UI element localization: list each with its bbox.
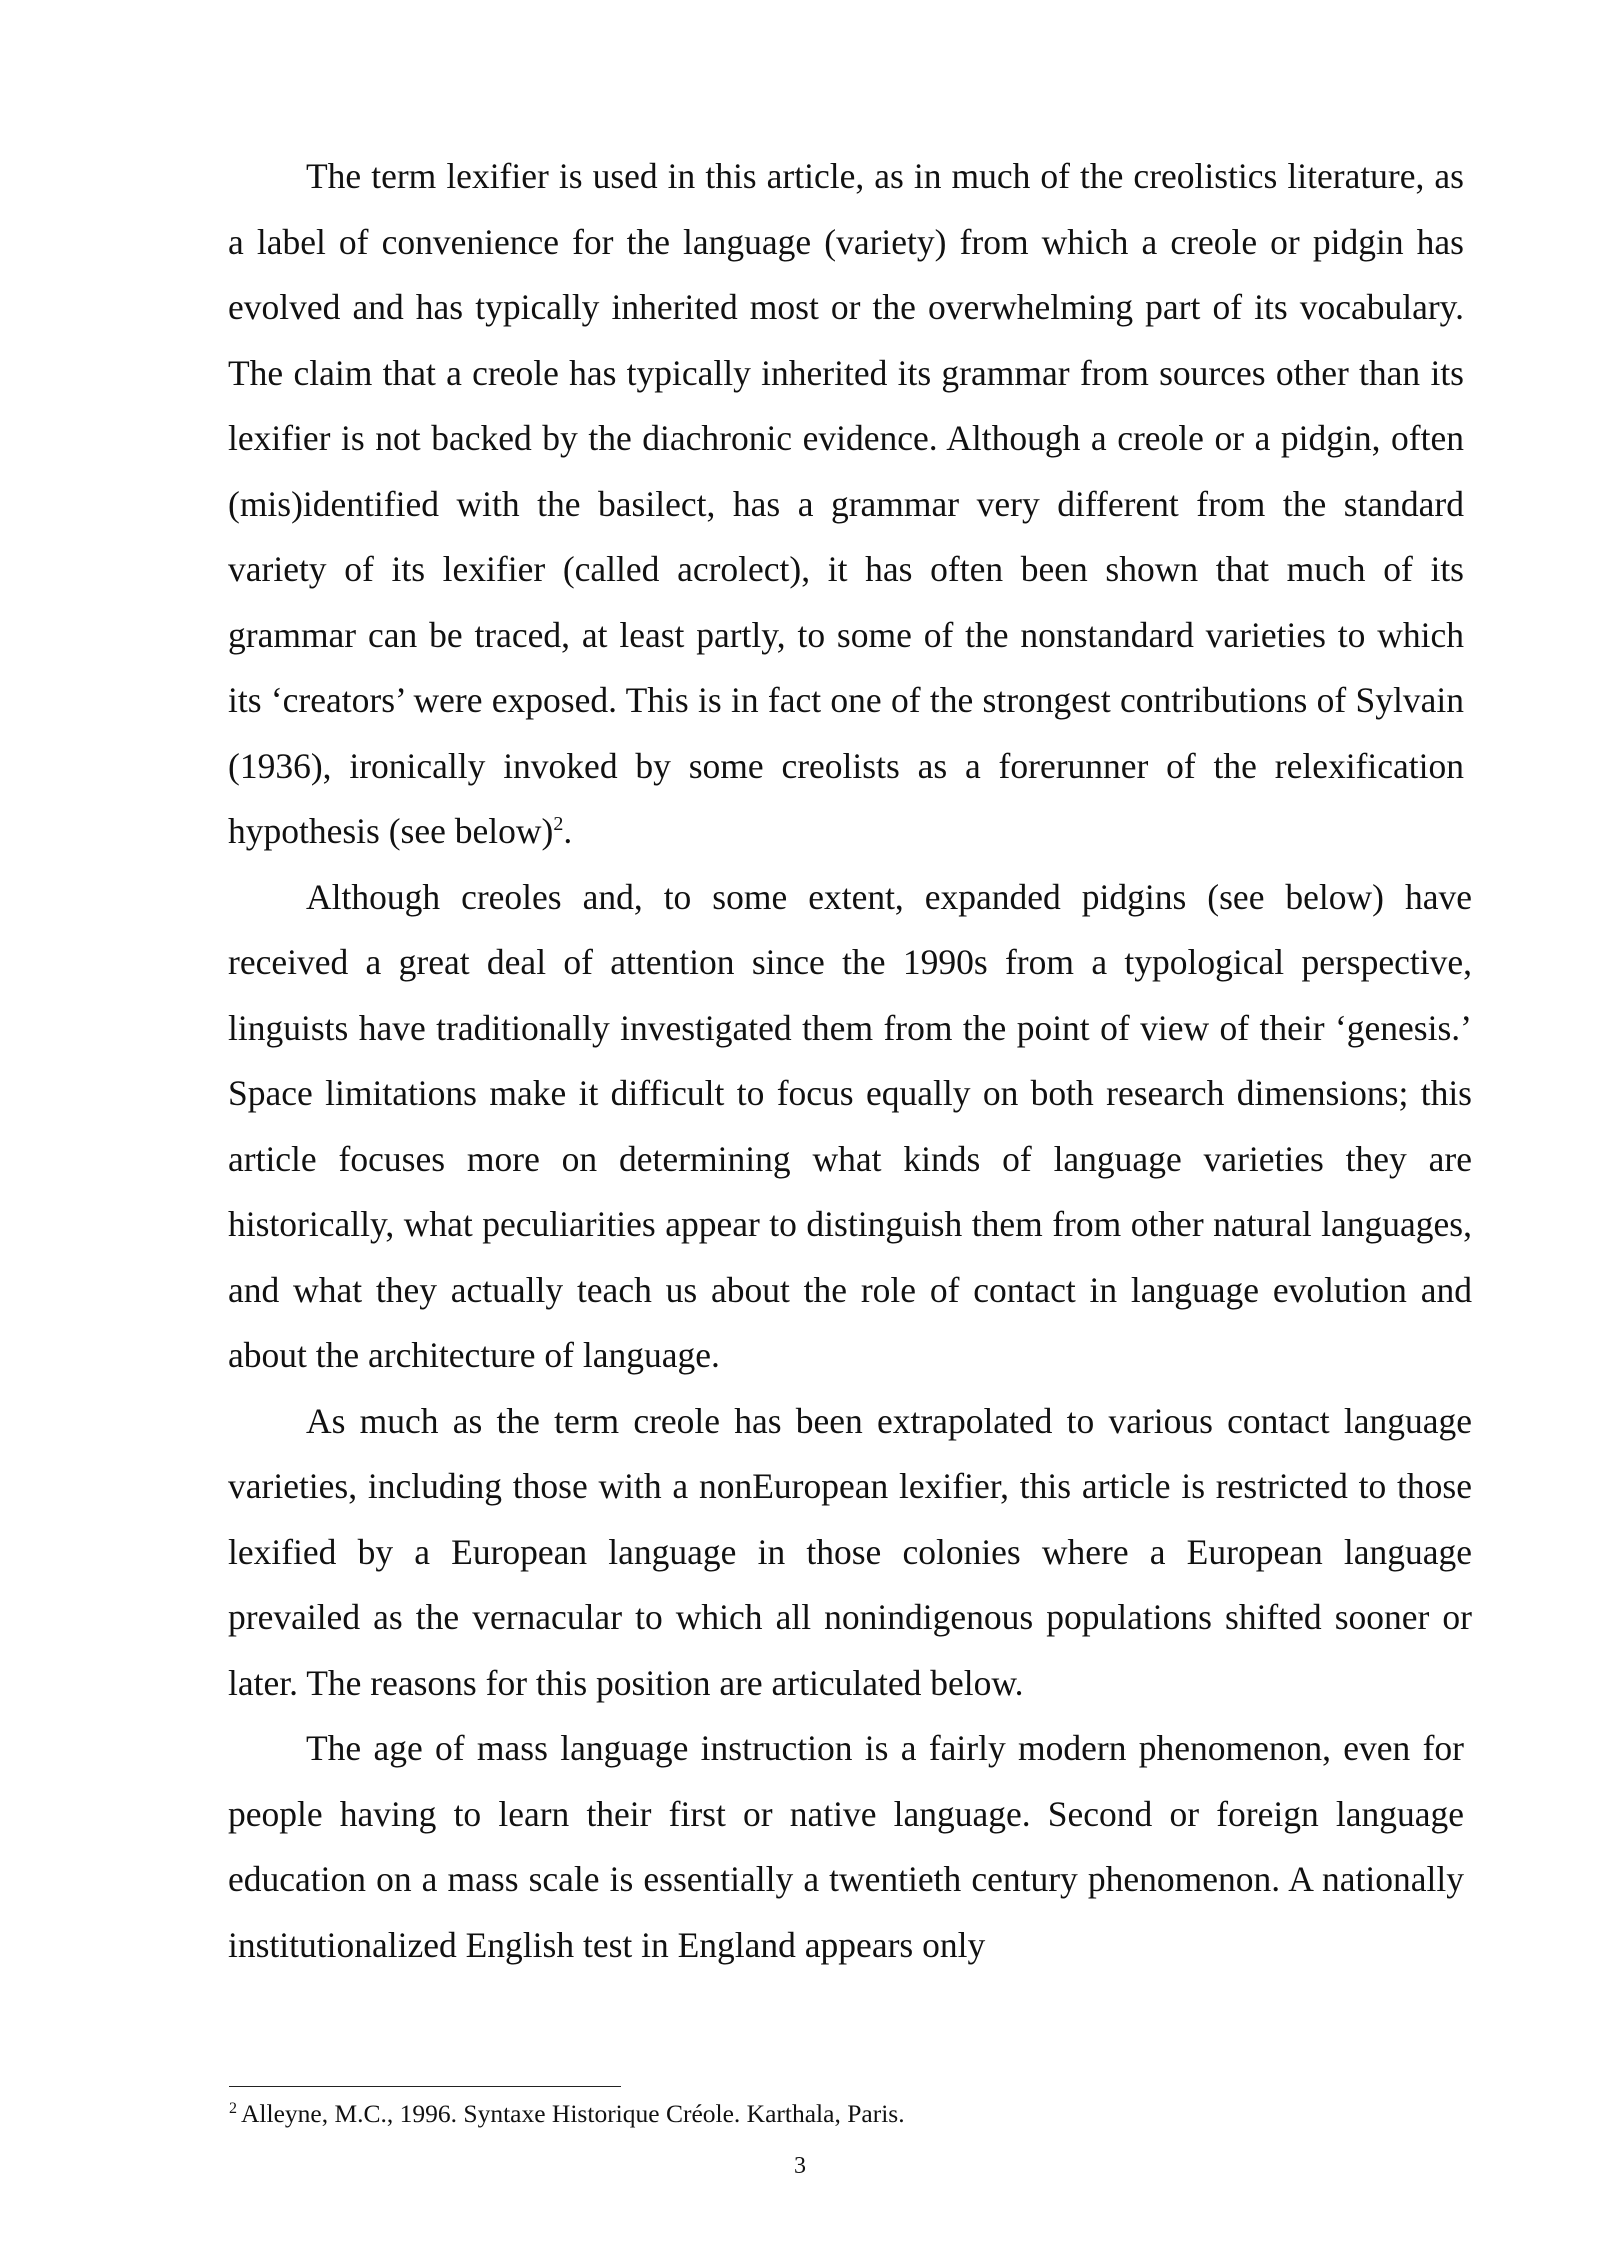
paragraph-3: As much as the term creole has been extrapolated to various contact language varieties, including those with a nonEuropean lexifier, this article is restricted to those lexified by a European language in those colonies where a European language prevailed as the vernacular to which all nonindigenous populations shifted sooner or later. The reasons for this position are articulated below. <box>228 1400 1472 1703</box>
footnote-text: Alleyne, M.C., 1996. Syntaxe Historique Créole. Karthala, Paris. <box>241 2099 905 2128</box>
footnote-reference[interactable]: 2 <box>553 813 564 836</box>
paragraph-2: Although creoles and, to some extent, expanded pidgins (see below) have received a great deal of attention since the 1990s from a typological perspective, linguists have traditionally investigated them from the point of view of their ‘genesis.’ Space limitations make it difficult to focus equally on both research dimensions; this article focuses more on determining what kinds of language varieties they are historically, what peculiarities appear to distinguish them from other natural languages, and what they actually teach us about the role of contact in language evolution and about the architecture of language. <box>228 876 1472 1375</box>
paragraph-1-text: The term lexifier is used in this article, as in much of the creolistics literature, as a label of convenience for the language (variety) from which a creole or pidgin has evolved and has typically inherited most or the overwhelming part of its vocabulary. The claim that a creole has typically inherited its grammar from sources other than its lexifier is not backed by the diachronic evidence. Although a creole or a pidgin, often (mis)identified with the basilect, has a grammar very different from the standard variety of its lexifier (called acrolect), it has often been shown that much of its grammar can be traced, at least partly, to some of the nonstandard varieties to which its ‘creators’ were exposed. This is in fact one of the strongest contributions of Sylvain (1936), ironically invoked by some creolists as a forerunner of the relexification hypothesis (see below) <box>228 156 1464 851</box>
body-text <box>228 144 1472 1978</box>
page-number: 3 <box>794 2153 806 2179</box>
footnote-separator <box>229 2086 621 2087</box>
paragraph-1 <box>228 144 1464 865</box>
footnote <box>229 2096 1469 2132</box>
paragraph-1-tail: . <box>563 811 573 851</box>
paragraph-4: The age of mass language instruction is a fairly modern phenomenon, even for people having to learn their first or native language. Second or foreign language education on a mass scale is essentially a twentieth century phenomenon. A nationally institutionalized English test in England appears only <box>228 1728 1464 1965</box>
footnote-number: 2 <box>229 2099 237 2117</box>
